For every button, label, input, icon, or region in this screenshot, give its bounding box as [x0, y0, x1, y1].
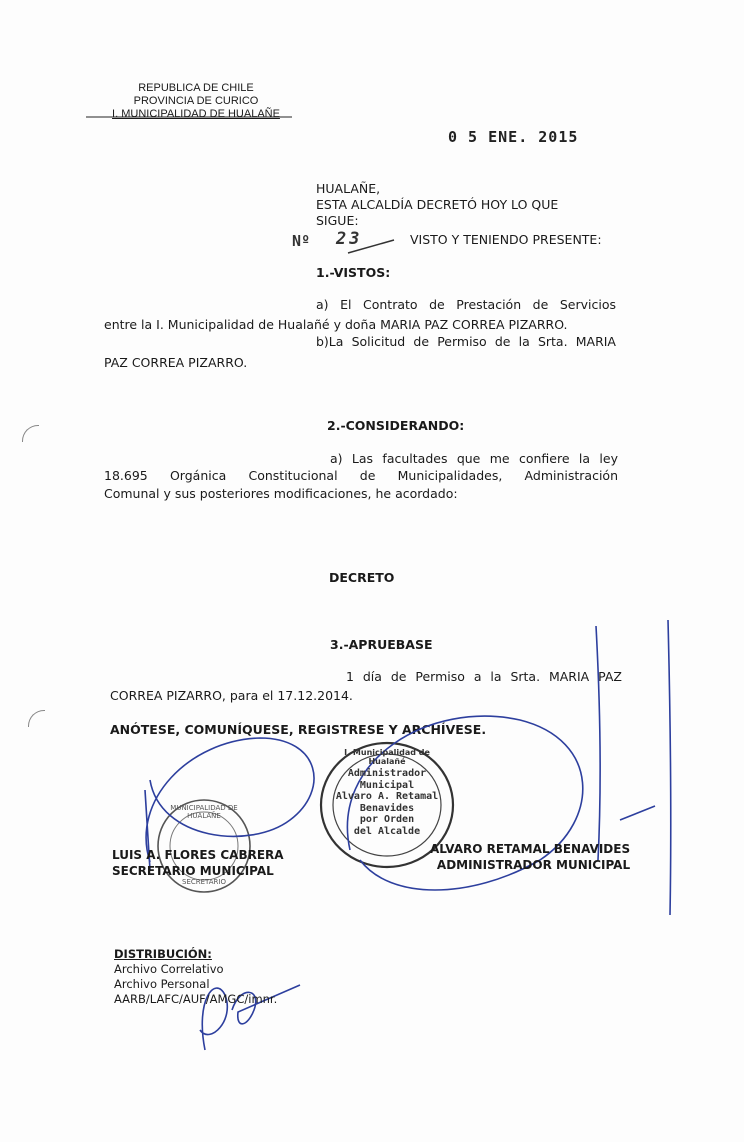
considerando-a-line1: a) Las facultades que me confiere la ley: [330, 451, 618, 466]
signature-right: [430, 841, 630, 873]
seal-right-line2: Municipal: [359, 779, 415, 791]
decree-number: 23: [336, 229, 363, 249]
distribution-item: Archivo Correlativo: [114, 962, 224, 976]
vistos-title: 1.-VISTOS:: [316, 265, 391, 280]
header-country: REPUBLICA DE CHILE: [138, 82, 254, 94]
signature-right-name: ALVARO RETAMAL BENAVIDES: [430, 842, 631, 856]
apruebase-line2: CORREA PIZARRO, para el 17.12.2014.: [110, 688, 353, 703]
distribution-item: Archivo Personal: [114, 977, 210, 991]
seal-right-line6: del Alcalde: [353, 825, 421, 837]
vistos-a-line2: entre la I. Municipalidad de Hualañé y doña MARIA PAZ CORREA PIZARRO.: [104, 317, 568, 332]
considerando-a-line3: Comunal y sus posteriores modificaciones, he acordado:: [104, 486, 458, 501]
closing-formula: ANÓTESE, COMUNÍQUESE, REGISTRESE Y ARCHÍVESE.: [110, 722, 487, 737]
apruebase-line1: 1 día de Permiso a la Srta. MARIA PAZ: [346, 669, 622, 684]
preamble-place: HUALAÑE,: [316, 181, 381, 196]
distribution-title: DISTRIBUCIÓN:: [114, 947, 212, 961]
preamble-line1: ESTA ALCALDÍA DECRETÓ HOY LO QUE: [316, 197, 559, 212]
seal-left-bottom-text: SECRETARIO: [182, 878, 226, 886]
considerando-a-line2: 18.695 Orgánica Constitucional de Municipalidades, Administración: [104, 468, 618, 483]
preamble-line2: SIGUE:: [316, 213, 359, 228]
seal-right-line3: Alvaro A. Retamal: [335, 791, 439, 802]
date-stamp: 0 5 ENE. 2015: [448, 128, 579, 146]
apruebase-title: 3.-APRUEBASE: [330, 637, 433, 652]
signature-left-name: LUIS A. FLORES CABRERA: [112, 848, 284, 862]
distribution-item: AARB/LAFC/AUF/AMGC/imnr.: [114, 992, 278, 1006]
seal-right-ring-text: I. Municipalidad de Hualañé: [344, 748, 430, 766]
visto-heading: VISTO Y TENIENDO PRESENTE:: [410, 232, 602, 247]
signature-left: [112, 847, 284, 879]
considerando-title: 2.-CONSIDERANDO:: [327, 418, 465, 433]
signature-right-title: ADMINISTRADOR MUNICIPAL: [436, 858, 631, 872]
seal-left-top-text: MUNICIPALIDAD DE HUALAÑE: [170, 804, 238, 820]
seal-right-line4: Benavides: [359, 802, 415, 814]
distribution-block: [114, 947, 277, 1007]
header-municipality: I. MUNICIPALIDAD DE HUALAÑE: [112, 108, 280, 120]
seal-right-line1: Administrador: [347, 768, 427, 779]
seal-right-center: [333, 768, 441, 837]
seal-right-line5: por Orden: [359, 814, 415, 825]
number-prefix: Nº: [292, 232, 311, 250]
vistos-a-line1: a) El Contrato de Prestación de Servicios: [316, 297, 616, 312]
vistos-b-line2: PAZ CORREA PIZARRO.: [104, 355, 248, 370]
vistos-b-line1: b)La Solicitud de Permiso de la Srta. MARIA: [316, 334, 616, 349]
decreto-heading: DECRETO: [329, 570, 395, 585]
signature-left-title: SECRETARIO MUNICIPAL: [112, 864, 274, 878]
header-province: PROVINCIA DE CURICO: [133, 95, 259, 107]
